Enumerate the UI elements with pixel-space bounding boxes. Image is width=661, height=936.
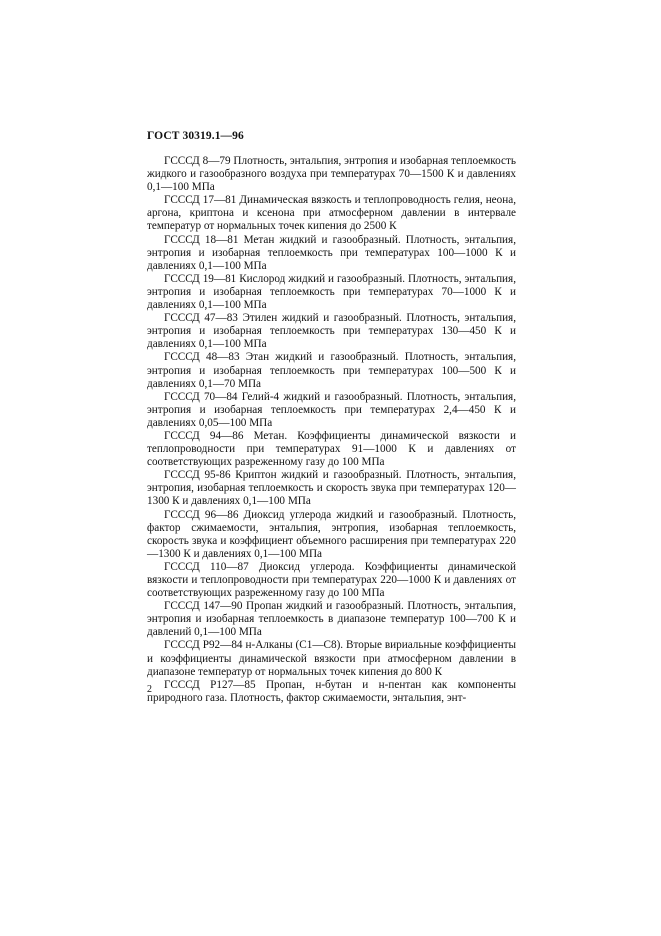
standard-entry: ГСССД Р92—84 н-Алканы (С1—С8). Вторые вириальные коэффициенты и коэффициенты динамической вязкости при атмосферном давлении в диапазоне температур от нормальных точек кипения до 800 К — [147, 639, 516, 678]
standard-entry: ГСССД Р127—85 Пропан, н-бутан и н-пентан как компоненты природного газа. Плотность, фактор сжимаемости, энтальпия, энт- — [147, 678, 516, 704]
standard-entry: ГСССД 110—87 Диоксид углерода. Коэффициенты динамической вязкости и теплопроводности при температурах 220—1000 К и давлениях от соответствующих разреженному газу до 100 МПа — [147, 560, 516, 600]
standard-entry: ГСССД 147—90 Пропан жидкий и газообразный. Плотность, энтальпия, энтропия и изобарная теплоемкость в диапазоне температур 100—700 К и давлений 0,1—100 МПа — [147, 600, 516, 639]
standard-entry: ГСССД 8—79 Плотность, энтальпия, энтропия и изобарная теплоемкость жидкого и газообразного воздуха при температурах 70—1500 К и давлениях 0,1—100 МПа — [147, 155, 516, 194]
standard-entry: ГСССД 18—81 Метан жидкий и газообразный. Плотность, энтальпия, энтропия и изобарная теплоемкость при температурах 100—1000 К и давлениях 0,1—100 МПа — [147, 233, 516, 272]
standard-entry: ГСССД 17—81 Динамическая вязкость и теплопроводность гелия, неона, аргона, криптона и ксенона при атмосферном давлении в интервале температур от нормальных точек кипения до 2500 К — [147, 194, 516, 233]
standard-entry: ГСССД 70—84 Гелий-4 жидкий и газообразный. Плотность, энтальпия, энтропия и изобарная теплоемкость при температурах 2,4—450 К и давлениях 0,05—100 МПа — [147, 390, 516, 429]
standard-entry: ГСССД 95-86 Криптон жидкий и газообразный. Плотность, энтальпия, энтропия, изобарная теплоемкость и скорость звука при температурах 120—1300 К и давлениях 0,1—100 МПа — [147, 469, 516, 508]
page-number: 2 — [147, 684, 152, 695]
standards-list — [147, 155, 516, 705]
standard-entry: ГСССД 48—83 Этан жидкий и газообразный. Плотность, энтальпия, энтропия и изобарная теплоемкость при температурах 100—500 К и давлениях 0,1—70 МПа — [147, 351, 516, 390]
standard-entry: ГСССД 96—86 Диоксид углерода жидкий и газообразный. Плотность, фактор сжимаемости, энтальпия, энтропия, изобарная теплоемкость, скорость звука и коэффициент объемного расширения при температурах 220—1300 К и давлениях 0,1—100 МПа — [147, 508, 516, 560]
document-header: ГОСТ 30319.1—96 — [147, 130, 244, 142]
standard-entry: ГСССД 19—81 Кислород жидкий и газообразный. Плотность, энтальпия, энтропия и изобарная теплоемкость при температурах 70—1000 К и давлениях 0,1—100 МПа — [147, 272, 516, 312]
standard-entry: ГСССД 47—83 Этилен жидкий и газообразный. Плотность, энтальпия, энтропия и изобарная теплоемкость при температурах 130—450 К и давлениях 0,1—100 МПа — [147, 312, 516, 351]
standard-entry: ГСССД 94—86 Метан. Коэффициенты динамической вязкости и теплопроводности при температурах 91—1000 К и давлениях от соответствующих разреженному газу до 100 МПа — [147, 429, 516, 469]
